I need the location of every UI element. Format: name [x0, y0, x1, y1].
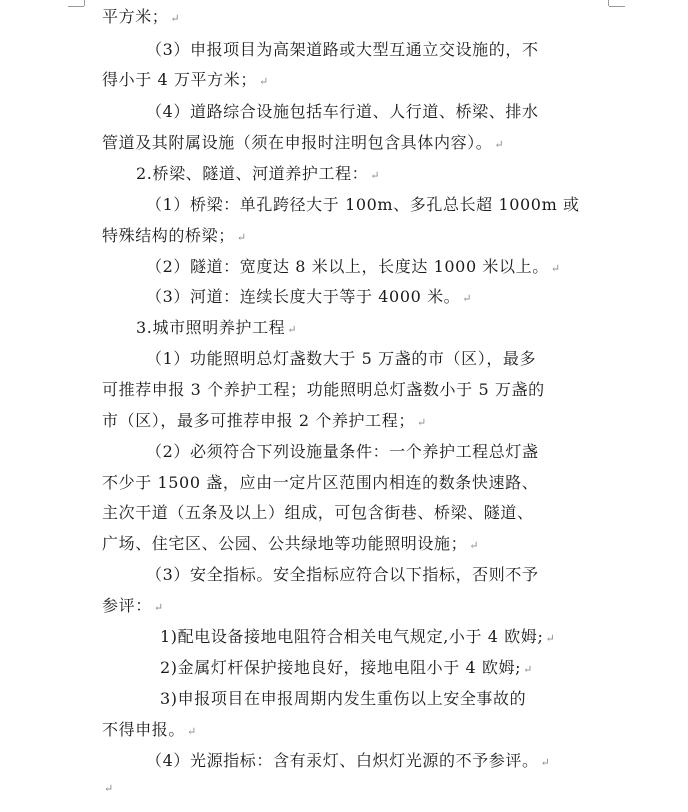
- text-line: [102, 773, 114, 801]
- text-line: 特殊结构的桥梁； ↵: [102, 226, 247, 245]
- paragraph-mark: ↵: [545, 632, 556, 645]
- text-line: 3.城市照明养护工程 ↵: [136, 318, 298, 337]
- margin-corner-mark-right: [592, 0, 609, 6]
- paragraph-mark: ↵: [187, 725, 197, 738]
- text-line: （3）河道：连续长度大于等于 4000 米。 ↵: [146, 287, 473, 306]
- paragraph-mark: ↵: [469, 539, 480, 552]
- paragraph-mark: ↵: [462, 292, 473, 305]
- paragraph-mark: ↵: [523, 663, 533, 676]
- text-line: 不得申报。 ↵: [102, 720, 197, 739]
- text-line: （1）桥梁：单孔跨径大于 100m、多孔总长超 1000m 或: [146, 195, 580, 214]
- text-line: （4）光源指标：含有汞灯、白炽灯光源的不予参评。 ↵: [146, 751, 551, 770]
- text-line: 广场、住宅区、公园、公共绿地等功能照明设施； ↵: [102, 534, 480, 553]
- paragraph-mark: ↵: [370, 169, 381, 182]
- paragraph-mark: ↵: [236, 231, 247, 244]
- text-line: 2)金属灯杆保护接地良好，接地电阻小于 4 欧姆; ↵: [160, 658, 533, 677]
- text-line: 平方米； ↵: [102, 7, 181, 26]
- text-line: 得小于 4 万平方米； ↵: [102, 70, 269, 89]
- text-line: （2）必须符合下列设施量条件：一个养护工程总灯盏: [146, 442, 539, 461]
- text-line: 可推荐申报 3 个养护工程；功能照明总灯盏数小于 5 万盏的: [102, 380, 545, 399]
- text-line: 参评： ↵: [102, 596, 164, 615]
- margin-corner-mark-left: [84, 0, 101, 6]
- paragraph-mark: ↵: [104, 782, 114, 795]
- paragraph-mark: ↵: [550, 262, 561, 275]
- paragraph-mark: ↵: [287, 323, 298, 336]
- paragraph-mark: ↵: [494, 138, 505, 151]
- text-line: （4）道路综合设施包括车行道、人行道、桥梁、排水: [146, 102, 539, 121]
- text-line: 主次干道（五条及以上）组成，可包含街巷、桥梁、隧道、: [102, 503, 534, 522]
- text-line: 市（区），最多可推荐申报 2 个养护工程； ↵: [102, 411, 427, 430]
- paragraph-mark: ↵: [258, 75, 269, 88]
- paragraph-mark: ↵: [540, 756, 551, 769]
- text-line: 1)配电设备接地电阻符合相关电气规定,小于 4 欧姆; ↵: [160, 627, 556, 646]
- text-line: （1）功能照明总灯盏数大于 5 万盏的市（区），最多: [146, 349, 537, 368]
- text-line: （3）申报项目为高架道路或大型互通立交设施的，不: [146, 40, 539, 59]
- text-line: （3）安全指标。安全指标应符合以下指标，否则不予: [146, 565, 539, 584]
- paragraph-mark: ↵: [153, 601, 164, 614]
- paragraph-mark: ↵: [416, 416, 427, 429]
- text-line: 不少于 1500 盏，应由一定片区范围内相连的数条快速路、: [102, 473, 539, 492]
- paragraph-mark: ↵: [170, 12, 181, 25]
- text-line: 管道及其附属设施（须在申报时注明包含具体内容）。 ↵: [102, 133, 505, 152]
- text-line: 3)申报项目在申报周期内发生重伤以上安全事故的: [160, 689, 527, 708]
- text-line: 2.桥梁、隧道、河道养护工程： ↵: [136, 164, 381, 183]
- text-line: （2）隧道：宽度达 8 米以上，长度达 1000 米以上。 ↵: [146, 257, 561, 276]
